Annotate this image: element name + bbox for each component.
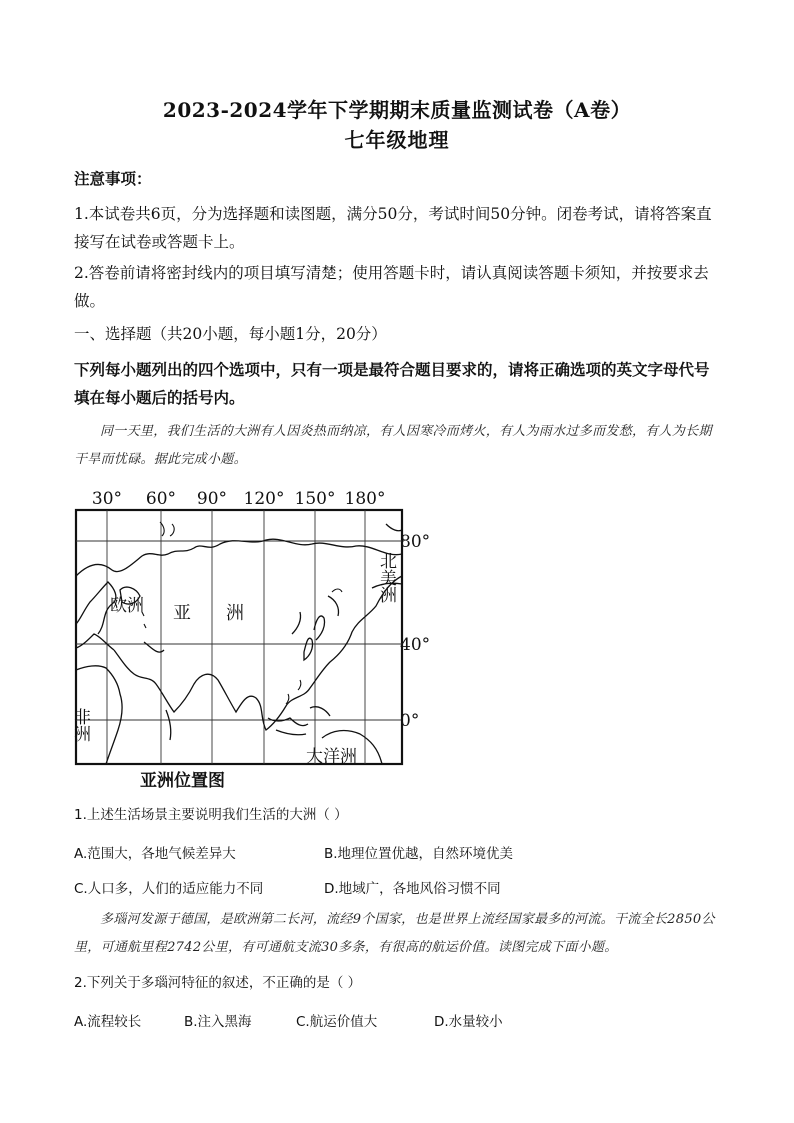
q1-option-c[interactable]: C.人口多，人们的适应能力不同	[74, 881, 264, 897]
lat-label-80: 80°	[400, 532, 431, 552]
q1-option-d[interactable]: D.地域广，各地风俗习惯不同	[324, 881, 501, 897]
map-caption: 亚洲位置图	[140, 771, 225, 791]
map-graticule	[76, 510, 402, 764]
lat-label-0: 0°	[400, 711, 420, 731]
passage-1: 同一天里，我们生活的大洲有人因炎热而纳凉，有人因寒冷而烤火，有人为雨水过多而发愁，有人为长期干旱而忧碌。据此完成小题。	[74, 424, 712, 467]
lon-label-60: 60°	[145, 489, 177, 509]
lon-label-90: 90°	[196, 489, 228, 509]
lon-label-150: 150°	[294, 489, 336, 509]
notice-heading: 注意事项：	[74, 169, 152, 188]
notice-item-2: 2.答卷前请将密封线内的项目填写清楚；使用答题卡时，请认真阅读答题卡须知，并按要求去做。	[74, 264, 709, 310]
asia-location-map	[60, 484, 460, 794]
label-asia-1: 亚	[173, 603, 191, 624]
q1-option-a[interactable]: A.范围大，各地气候差异大	[74, 846, 236, 862]
label-europe: 欧洲	[110, 596, 144, 616]
subject-title: 七年级地理	[344, 128, 450, 152]
label-north-america: 北美洲	[376, 552, 396, 603]
lat-label-40: 40°	[400, 635, 431, 655]
question-2-stem: 2.下列关于多瑙河特征的叙述，不正确的是（ ）	[74, 975, 362, 991]
question-1-stem: 1.上述生活场景主要说明我们生活的大洲（ ）	[74, 807, 348, 823]
q2-option-b[interactable]: B.注入黑海	[184, 1014, 252, 1030]
label-oceania: 大洋洲	[306, 747, 357, 767]
lon-label-30: 30°	[91, 489, 123, 509]
section-instruction: 下列每小题列出的四个选项中，只有一项是最符合题目要求的，请将正确选项的英文字母代号填在每小题后的括号内。	[74, 360, 710, 407]
notice-item-1: 1.本试卷共6页，分为选择题和读图题，满分50分，考试时间50分钟。闭卷考试，请将答案直接写在试卷或答题卡上。	[74, 205, 712, 251]
label-africa: 非洲	[70, 708, 90, 742]
q2-option-a[interactable]: A.流程较长	[74, 1014, 142, 1030]
map-frame	[76, 510, 402, 764]
lon-label-180: 180°	[344, 489, 386, 509]
section-heading: 一、选择题（共20小题，每小题1分，20分）	[74, 325, 387, 343]
passage-2: 多瑙河发源于德国，是欧洲第二长河，流经9个国家，也是世界上流经国家最多的河流。干流全长2850公里，可通航里程2742公里，有可通航支流30多条，有很高的航运价值。读图完成下面小题。	[74, 912, 715, 955]
exam-title: 2023-2024学年下学期期末质量监测试卷（A卷）	[162, 98, 632, 122]
label-asia-2: 洲	[226, 603, 244, 624]
q2-option-c[interactable]: C.航运价值大	[296, 1014, 378, 1030]
lon-label-120: 120°	[243, 489, 285, 509]
q1-option-b[interactable]: B.地理位置优越，自然环境优美	[324, 846, 514, 862]
q2-option-d[interactable]: D.水量较小	[434, 1014, 503, 1030]
